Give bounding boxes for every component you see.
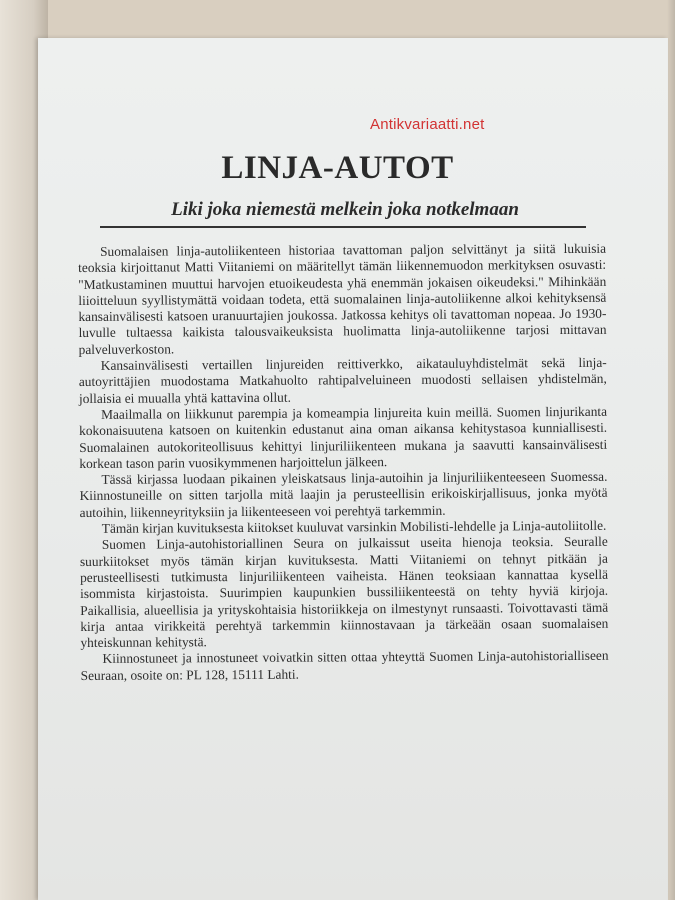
watermark: Antikvariaatti.net <box>370 116 485 133</box>
paragraph: Kiinnostuneet ja innostuneet voivatkin sitten ottaa yhteyttä Suomen Linja-autohistorialliseen Seuraan, osoite on: PL 128, 15111 Lahti. <box>80 648 609 683</box>
paragraph: Tässä kirjassa luodaan pikainen yleiskatsaus linja-autoihin ja linjuriliikenteeseen Suomessa. Kiinnostuneille on sitten tarjolla mitä laajin ja perusteellisin erikoiskirjallisuus, jonka myötä autoihin, liikenneyrityksiin ja liikenteeseen voi perehtyä tarkemmin. <box>79 468 608 520</box>
subtitle-underline <box>100 226 586 228</box>
show-through-text <box>89 88 611 114</box>
paragraph: Suomen Linja-autohistoriallinen Seura on julkaissut useita hienoja teoksia. Seuralle suurkiitokset myös tämän kirjan kuvituksesta. Matti Viitaniemi on tehnyt pitkään ja perusteellisesti tutkimusta linjuriliikenteen vaiheista. Hänen teoksiaan kannattaa kysellä isommista kirjastoista. Suurimpien kaupunkien bussiliikenteestä on tehty hyviä kirjoja. Paikallisia, alueellisia ja yrityskohtaisia historiikkeja on ilmestynyt runsaasti. Toivottavasti tämä kirja antaa virikkeitä perehtyä tarkemmin kiinnostavaan ja tärkeään osaan suomalaisen yhteiskunnan kehitystä. <box>79 534 609 651</box>
paragraph: Tämän kirjan kuvituksesta kiitokset kuuluvat varsinkin Mobilisti-lehdelle ja Linja-autoliitolle. <box>101 517 607 536</box>
page-shadow <box>667 0 675 900</box>
paragraph: Kansainvälisesti vertaillen linjureiden reittiverkko, aikatauluyhdistelmät sekä linja-autoyrittäjien muodostama Matkahuolto rahtipalveluineen muodosti sellaisen yhdistelmän, jollaisia ei muualla yhtä kattavina ollut. <box>78 354 607 406</box>
page-subtitle: Liki joka niemestä melkein joka notkelmaan <box>171 199 519 220</box>
paragraph: Suomalaisen linja-autoliikenteen historiaa tavattoman paljon selvittänyt ja siitä lukuisia teoksia kirjoittanut Matti Viitaniemi on määritellyt tämän liikennemuodon merkityksen osuvasti: "Matkustaminen muuttui harvojen etuoikeudesta yhä enemmän jokaisen oikeudeksi." Mihinkään liioitteluun syyllistymättä voidaan todeta, että suomalainen linja-autoliikenne alkoi kehityksensä kansainvälisesti katsoen uranuurtajien joukossa. Jatkossa kehitys oli tavattoman nopeaa. Jo 1930-luvulle tultaessa kaikista talousvaikeuksista huolimatta linja-autoliikenne tarjosi mittavan palveluverkoston. <box>78 240 607 357</box>
body-text <box>78 241 609 684</box>
paragraph: Maailmalla on liikkunut parempia ja komeampia linjureita kuin meillä. Suomen linjurikanta kokonaisuutena katsoen on kuitenkin edustanut aina oman aikansa kehitystasoa kunniallisesti. Suomalainen autokoriteollisuus kehittyi linjuriliikenteen mukana ja saavutti kansainvälisesti korkean tason parin vuosikymmenen harjoittelun jälkeen. <box>79 403 608 471</box>
page-title: LINJA-AUTOT <box>221 150 454 186</box>
